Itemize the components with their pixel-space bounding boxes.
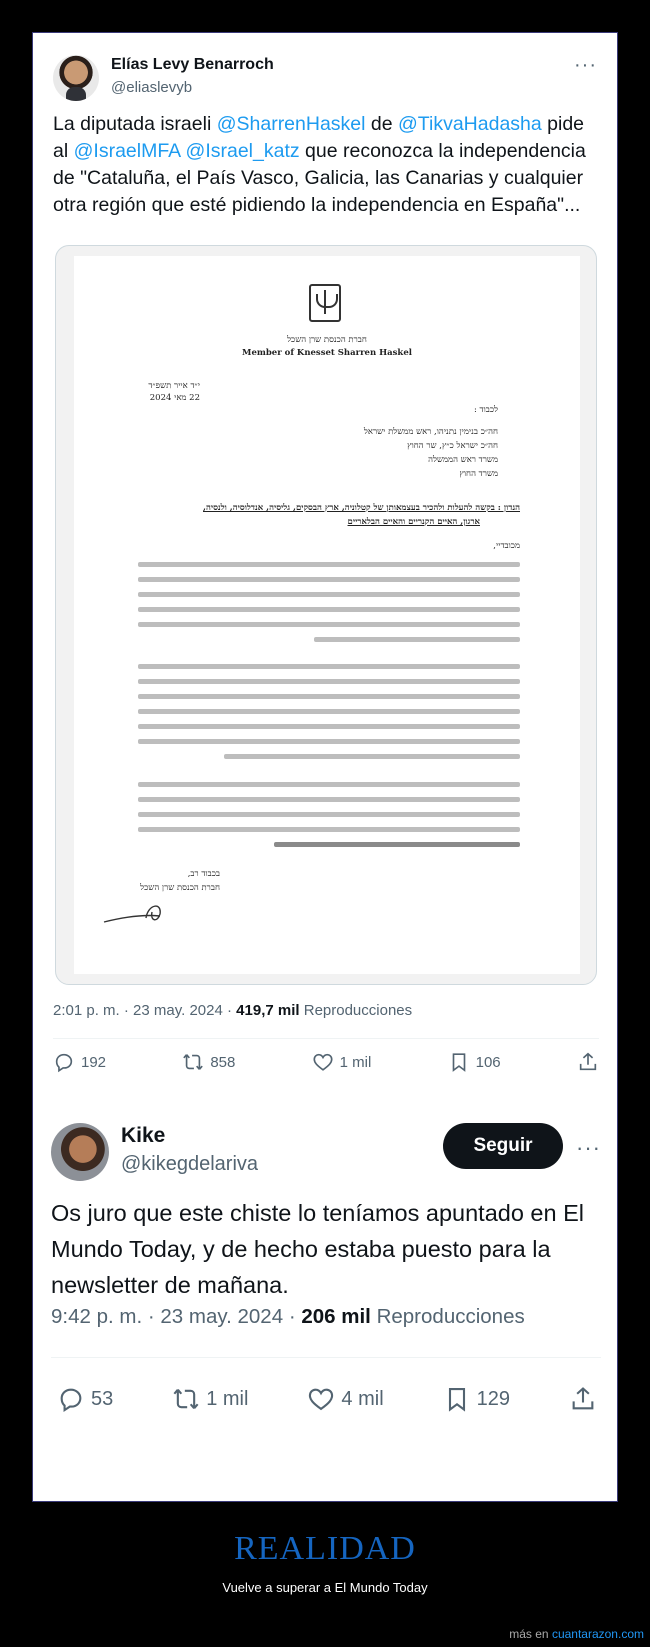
document-page [74, 256, 580, 974]
author-name[interactable]: Elías Levy Benarroch [111, 56, 274, 73]
tweet-date[interactable]: 23 may. 2024 [133, 1002, 223, 1019]
bookmark-button[interactable] [448, 1051, 501, 1073]
reply-button[interactable] [57, 1385, 113, 1413]
more-dots-icon[interactable]: ··· [576, 1135, 601, 1160]
share-button[interactable] [569, 1385, 597, 1413]
bookmark-icon [448, 1051, 470, 1073]
tweet-text-part: pide al [53, 113, 585, 162]
bookmark-icon [443, 1385, 471, 1413]
screenshot-frame [32, 32, 618, 1502]
share-icon [577, 1051, 599, 1073]
site-link[interactable]: cuantarazon.com [551, 1627, 644, 1641]
meta-dot: · [147, 1305, 155, 1328]
footer-prefix: más en [509, 1627, 552, 1641]
attached-document-image[interactable] [55, 245, 597, 985]
tweet-text: Os juro que este chiste lo teníamos apuntado en El Mundo Today, y de hecho estaba puesto para la newsletter de mañana. [51, 1200, 584, 1298]
meta-dot: · [227, 1002, 232, 1019]
tweet-original [33, 33, 618, 1123]
like-count: 1 mil [339, 1053, 372, 1071]
tweet-time[interactable]: 9:42 p. m. [51, 1305, 143, 1328]
caption-subtitle: Vuelve a superar a El Mundo Today [222, 1580, 428, 1595]
retweet-count: 1 mil [206, 1387, 249, 1410]
heart-icon [307, 1385, 335, 1413]
menorah-emblem-icon [309, 284, 341, 322]
heart-icon [312, 1051, 334, 1073]
author-handle[interactable]: @eliaslevyb [111, 79, 193, 96]
tweet-reply [33, 1123, 618, 1502]
doc-subject: ארגון, האיים הקנריים והאיים הבלאריים [347, 517, 480, 527]
mention-link[interactable]: @Israel_katz [185, 140, 300, 162]
retweet-button[interactable] [182, 1051, 235, 1073]
signature-icon [100, 892, 180, 932]
tweet-text-part: La diputada israeli [53, 113, 217, 135]
author-handle[interactable]: @kikegdelariva [121, 1153, 259, 1175]
tweet-time[interactable]: 2:01 p. m. [53, 1002, 120, 1019]
retweet-icon [172, 1385, 200, 1413]
reply-icon [53, 1051, 75, 1073]
reply-count: 53 [91, 1387, 114, 1410]
bookmark-button[interactable] [443, 1385, 510, 1413]
tweet-date[interactable]: 23 may. 2024 [160, 1305, 284, 1328]
tweet-meta [51, 1305, 525, 1329]
doc-recipient: משרד החוץ [459, 469, 498, 479]
retweet-count: 858 [210, 1053, 236, 1071]
tweet-meta [53, 1002, 412, 1019]
divider [51, 1357, 601, 1358]
doc-recipient: משרד ראש הממשלה [428, 455, 498, 465]
tweet-text-part: que reconozca la independencia de "Cataluña, el País Vasco, Galicia, las Canarias y cualquier otra región que esté pidiendo la independencia en España"... [53, 140, 586, 216]
mention-link[interactable]: @SharrenHaskel [216, 113, 366, 135]
doc-signer: חברת הכנסת שרן השכל [140, 883, 220, 893]
divider [53, 1038, 599, 1039]
share-icon [569, 1385, 597, 1413]
mention-link[interactable]: @TikvaHadasha [398, 113, 542, 135]
bookmark-count: 129 [476, 1387, 510, 1410]
follow-button[interactable]: Seguir [443, 1123, 563, 1169]
doc-org-hebrew: חברת הכנסת שרן השכל [287, 335, 367, 345]
more-dots-icon[interactable]: ··· [574, 54, 597, 76]
meta-dot: · [288, 1305, 296, 1328]
doc-date-hebrew: י״ד אייר תשפ״ד [148, 381, 200, 391]
meta-dot: · [123, 1002, 129, 1019]
like-count: 4 mil [341, 1387, 384, 1410]
view-count: 419,7 mil [236, 1002, 300, 1019]
avatar[interactable] [51, 1123, 109, 1181]
reply-count: 192 [81, 1053, 107, 1071]
action-bar [57, 1385, 597, 1413]
doc-date: 22 מאי 2024 [149, 393, 200, 403]
reply-button[interactable] [53, 1051, 106, 1073]
view-count: 206 mil [301, 1305, 371, 1328]
doc-org-english: Member of Knesset Sharren Haskel [242, 348, 412, 358]
tweet-text [53, 111, 601, 219]
avatar[interactable] [53, 55, 99, 101]
reply-icon [57, 1385, 85, 1413]
retweet-icon [182, 1051, 204, 1073]
share-button[interactable] [577, 1051, 599, 1073]
like-button[interactable] [307, 1385, 383, 1413]
doc-to: לכבוד : [473, 405, 498, 415]
views-label: Reproducciones [303, 1002, 413, 1019]
bookmark-count: 106 [475, 1053, 501, 1071]
doc-subject: הנדון : בקשה להעלות ולהכיר בעצמאותן של קטלוניה, ארץ הבסקים, גליסיה, אנדלוסיה, ולנסיה, [203, 503, 520, 513]
doc-recipient: חה״כ בנימין נתניהו, ראש ממשלת ישראל [363, 427, 498, 437]
caption-title: REALIDAD [234, 1530, 416, 1567]
footer-credit [509, 1627, 644, 1641]
views-label: Reproducciones [376, 1305, 525, 1328]
retweet-button[interactable] [172, 1385, 248, 1413]
doc-greeting: מכובדיי, [493, 541, 520, 551]
doc-recipient: חה״כ ישראל כ״ץ, שר החוץ [407, 441, 498, 451]
action-bar [53, 1051, 599, 1073]
doc-closing: בכבוד רב, [187, 869, 220, 879]
author-name[interactable]: Kike [121, 1124, 166, 1147]
like-button[interactable] [312, 1051, 372, 1073]
tweet-text-part: de [365, 113, 399, 135]
mention-link[interactable]: @IsraelMFA [73, 140, 181, 162]
